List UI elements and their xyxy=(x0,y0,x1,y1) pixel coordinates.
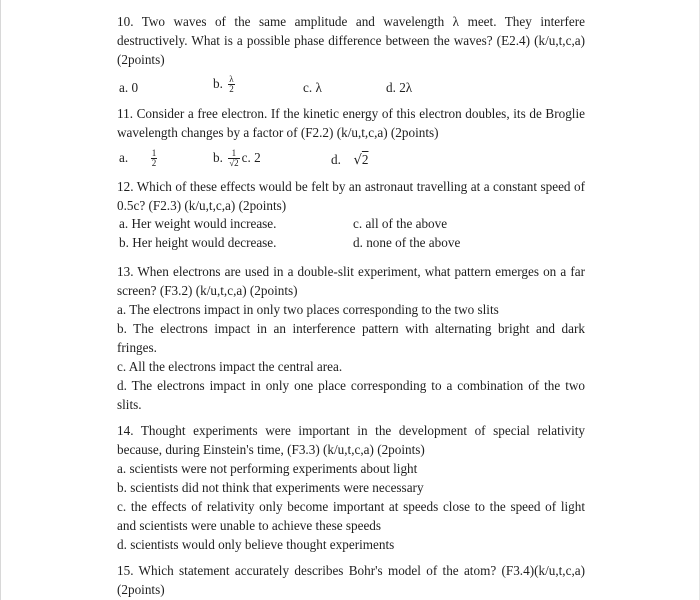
question-13 xyxy=(117,262,585,414)
q14-option-c: c. the effects of relativity only become important at speeds close to the speed of light and scientists were unable to achieve these speeds xyxy=(117,499,585,533)
q11-option-d-label: d. xyxy=(331,152,341,167)
q11-option-a-numerator: 1 xyxy=(151,148,157,159)
q13-option-b: b. The electrons impact in an interference pattern with alternating bright and dark fringes. xyxy=(117,321,585,355)
q13-option-d: d. The electrons impact in only one place corresponding to a combination of the two slits. xyxy=(117,378,585,412)
q11-option-b xyxy=(213,148,261,168)
q11-option-b-fraction xyxy=(228,149,239,168)
question-11-text: 11. Consider a free electron. If the kinetic energy of this electron doubles, its de Broglie wavelength changes by a factor of (F2.2) (k/u,t,c,a) (2points) xyxy=(117,106,585,140)
q10-option-a: a. 0 xyxy=(119,80,139,95)
q14-option-b: b. scientists did not think that experiments were necessary xyxy=(117,480,424,495)
q11-option-a-label: a. xyxy=(119,150,129,165)
q10-option-b-label: b. xyxy=(213,76,223,91)
q12-option-c: c. all of the above xyxy=(353,216,448,231)
q11-option-d-sqrt-sign: √ xyxy=(353,153,362,168)
q10-option-d: d. 2λ xyxy=(386,80,413,95)
q11-option-a-denominator: 2 xyxy=(151,158,157,169)
q10-option-b-fraction xyxy=(228,75,235,94)
q12-option-b: b. Her height would decrease. xyxy=(119,235,277,250)
q14-option-d: d. scientists would only believe thought experiments xyxy=(117,537,395,552)
question-15-text: 15. Which statement accurately describes Bohr's model of the atom? (F3.4)(k/u,t,c,a)(2points) xyxy=(117,563,585,597)
question-10-text: 10. Two waves of the same amplitude and wavelength λ meet. They interfere destructively. What is a possible phase difference between the waves? (E2.4) (k/u,t,c,a) (2points) xyxy=(117,14,585,67)
q14-option-a: a. scientists were not performing experiments about light xyxy=(117,461,418,476)
question-14 xyxy=(117,421,585,554)
question-13-text: 13. When electrons are used in a double-slit experiment, what pattern emerges on a far screen? (F3.2) (k/u,t,c,a) (2points) xyxy=(117,264,585,298)
q13-option-c: c. All the electrons impact the central area. xyxy=(117,359,343,374)
q12-option-a: a. Her weight would increase. xyxy=(119,216,277,231)
q11-option-a xyxy=(119,148,159,168)
q10-option-c: c. λ xyxy=(303,80,322,95)
q11-option-c: c. 2 xyxy=(241,150,261,165)
q10-option-b-denominator: 2 xyxy=(229,84,234,95)
q11-option-d-radicand: 2 xyxy=(361,152,369,167)
question-14-text: 14. Thought experiments were important in the development of special relativity because, during Einstein's time, (F3.3) (k/u,t,c,a) (2points) xyxy=(117,423,585,457)
q12-option-d: d. none of the above xyxy=(353,235,461,250)
q11-option-d xyxy=(331,150,368,170)
question-12-text: 12. Which of these effects would be felt by an astronaut travelling at a constant speed of 0.5c? (F2.3) (k/u,t,c,a) (2points) xyxy=(117,179,585,213)
q11-option-b-numerator: 1 xyxy=(228,149,239,159)
q11-option-a-fraction xyxy=(151,149,158,168)
q11-option-b-denominator: √2 xyxy=(229,158,239,169)
q11-option-b-label: b. xyxy=(213,150,223,165)
q13-option-a: a. The electrons impact in only two places corresponding to the two slits xyxy=(117,302,499,317)
q10-option-b-numerator: λ xyxy=(229,74,234,85)
q10-option-b xyxy=(213,74,237,94)
